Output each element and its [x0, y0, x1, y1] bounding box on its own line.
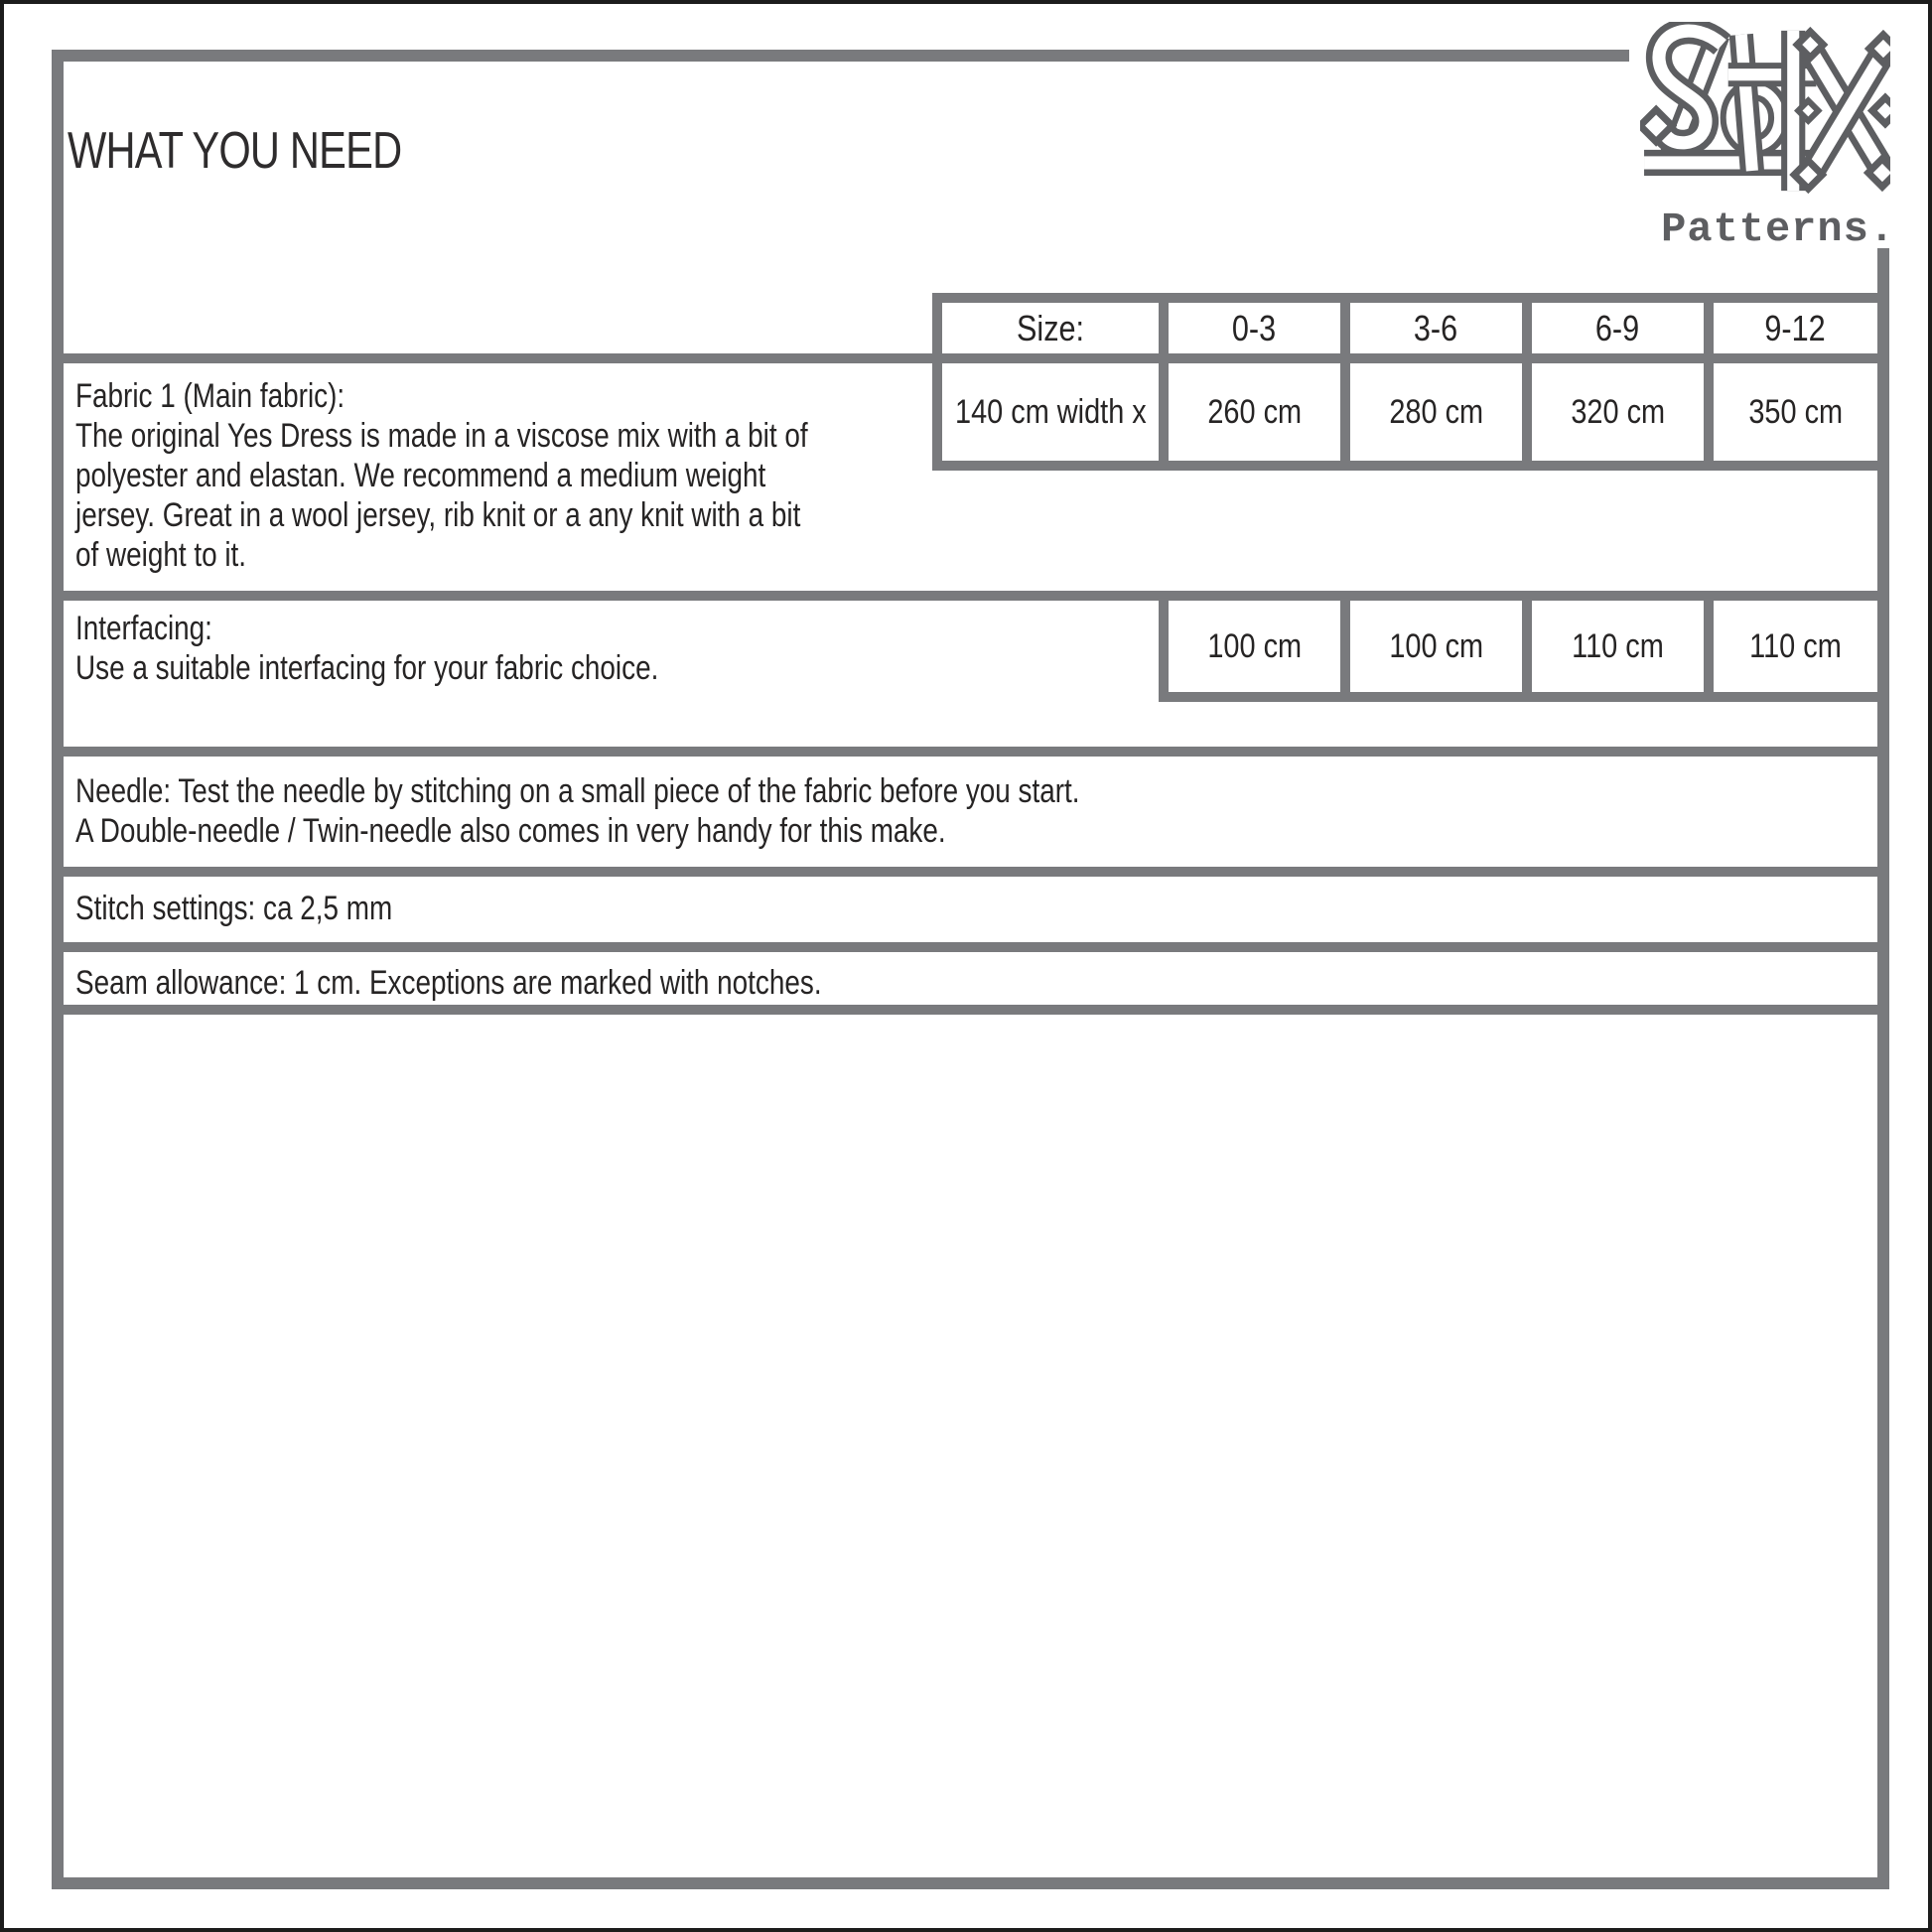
- logo-tagline: Patterns.: [1661, 206, 1895, 253]
- stitch-settings-text: [75, 889, 392, 928]
- fabric-line: polyester and elastan. We recommend a medium weight: [75, 457, 766, 494]
- interfacing-v-border: [1159, 591, 1169, 702]
- size-header-3-6: 3-6: [1414, 307, 1458, 348]
- interfacing-amount-6-9: 110 cm: [1572, 626, 1664, 665]
- fabric-section-text: [75, 376, 808, 575]
- size-table-v-border: [1159, 293, 1169, 471]
- size-header-9-12: 9-12: [1764, 307, 1827, 348]
- interfacing-heading: Interfacing:: [75, 610, 212, 647]
- size-header-6-9: 6-9: [1595, 307, 1640, 348]
- interfacing-v-border: [1522, 591, 1532, 702]
- seam-allowance-text: [75, 963, 822, 1003]
- fabric-line: The original Yes Dress is made in a viscose mix with a bit of: [75, 417, 808, 455]
- fabric-amount-0-3: 260 cm: [1207, 392, 1302, 431]
- size-table-top-border: [932, 293, 1889, 303]
- interfacing-line: Use a suitable interfacing for your fabric choice.: [75, 649, 659, 687]
- needle-line: Needle: Test the needle by stitching on a small piece of the fabric before you start.: [75, 772, 1080, 810]
- interfacing-section-text: [75, 609, 658, 688]
- stitch-settings-line: Stitch settings: ca 2,5 mm: [75, 890, 393, 927]
- frame-top: [52, 50, 1629, 62]
- interfacing-amount-0-3: 100 cm: [1207, 626, 1302, 665]
- page-title: WHAT YOU NEED: [68, 122, 402, 180]
- interfacing-v-border: [1340, 591, 1350, 702]
- fabric-width-label: 140 cm width x: [954, 392, 1147, 431]
- divider-stitch-top: [52, 867, 1889, 877]
- interfacing-amount-3-6: 100 cm: [1389, 626, 1483, 665]
- size-table-v-border: [1340, 293, 1350, 471]
- frame-bottom: [52, 1877, 1889, 1889]
- size-table-v-border: [1522, 293, 1532, 471]
- divider-interfacing-top: [52, 591, 1889, 601]
- frame-right: [1877, 248, 1889, 1889]
- stox-logo-icon: [1640, 22, 1890, 199]
- fabric-amount-3-6: 280 cm: [1389, 392, 1483, 431]
- needle-section-text: [75, 771, 1079, 851]
- interfacing-amount-9-12: 110 cm: [1749, 626, 1842, 665]
- fabric-line: jersey. Great in a wool jersey, rib knit or a any knit with a bit: [75, 496, 801, 534]
- size-table-v-border: [1704, 293, 1714, 471]
- fabric-line: of weight to it.: [75, 536, 247, 574]
- divider-seam-top: [52, 942, 1889, 952]
- size-table-row-border: [932, 461, 1889, 471]
- interfacing-v-border: [1704, 591, 1714, 702]
- size-header-label: Size:: [1016, 307, 1085, 348]
- frame-left: [52, 50, 64, 1889]
- fabric-amount-6-9: 320 cm: [1571, 392, 1665, 431]
- divider-seam-bottom: [52, 1005, 1889, 1015]
- fabric-heading: Fabric 1 (Main fabric):: [75, 377, 345, 415]
- divider-fabric-top: [52, 353, 1889, 363]
- size-header-0-3: 0-3: [1232, 307, 1277, 348]
- size-table-v-border: [932, 293, 942, 471]
- needle-line: A Double-needle / Twin-needle also comes in very handy for this make.: [75, 812, 946, 850]
- fabric-amount-9-12: 350 cm: [1748, 392, 1843, 431]
- seam-allowance-line: Seam allowance: 1 cm. Exceptions are marked with notches.: [75, 964, 822, 1002]
- divider-needle-top: [52, 747, 1889, 757]
